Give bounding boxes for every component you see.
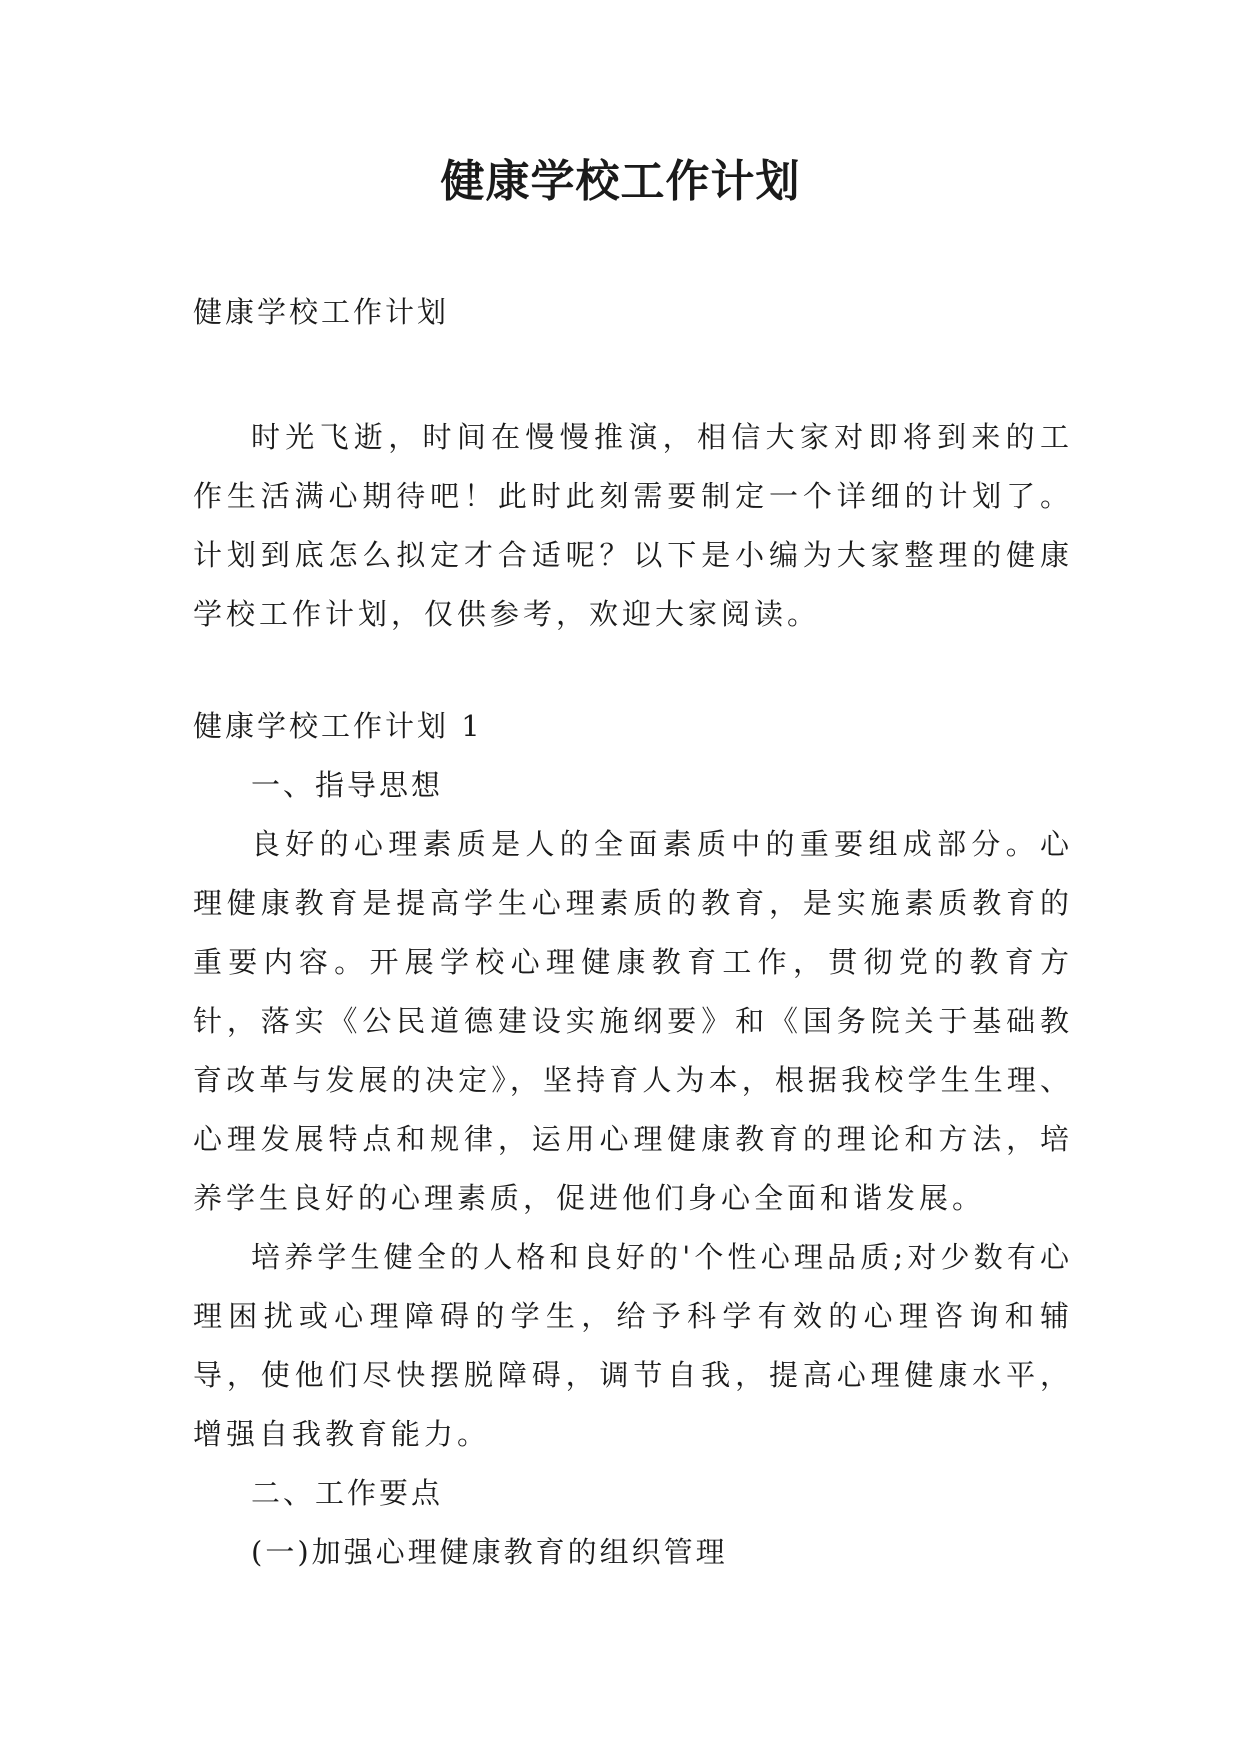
heading-guiding-ideology: 一、指导思想 bbox=[251, 768, 444, 802]
document-title: 健康学校工作计划 bbox=[440, 156, 801, 207]
paragraph-personality: 培养学生健全的人格和良好的'个性心理品质;对少数有心理困扰或心理障碍的学生，给予科学有效的心理咨询和辅导，使他们尽快摆脱障碍，调节自我，提高心理健康水平，增强自我教育能力。 bbox=[193, 1240, 1073, 1451]
section-title: 健康学校工作计划 1 bbox=[193, 709, 483, 743]
document-subtitle: 健康学校工作计划 bbox=[193, 295, 450, 329]
heading-work-points: 二、工作要点 bbox=[251, 1476, 444, 1510]
subheading-organization: (一)加强心理健康教育的组织管理 bbox=[251, 1535, 728, 1569]
intro-block bbox=[193, 408, 1073, 644]
intro-paragraph: 时光飞逝，时间在慢慢推演，相信大家对即将到来的工作生活满心期待吧！此时此刻需要制定一个详细的计划了。计划到底怎么拟定才合适呢？以下是小编为大家整理的健康学校工作计划，仅供参考，欢迎大家阅读。 bbox=[193, 420, 1073, 631]
section-block bbox=[193, 697, 1073, 1582]
paragraph-guiding-ideology: 良好的心理素质是人的全面素质中的重要组成部分。心理健康教育是提高学生心理素质的教育，是实施素质教育的重要内容。开展学校心理健康教育工作，贯彻党的教育方针，落实《公民道德建设实施纲要》和《国务院关于基础教育改革与发展的决定》，坚持育人为本，根据我校学生生理、心理发展特点和规律，运用心理健康教育的理论和方法，培养学生良好的心理素质，促进他们身心全面和谐发展。 bbox=[193, 827, 1073, 1215]
